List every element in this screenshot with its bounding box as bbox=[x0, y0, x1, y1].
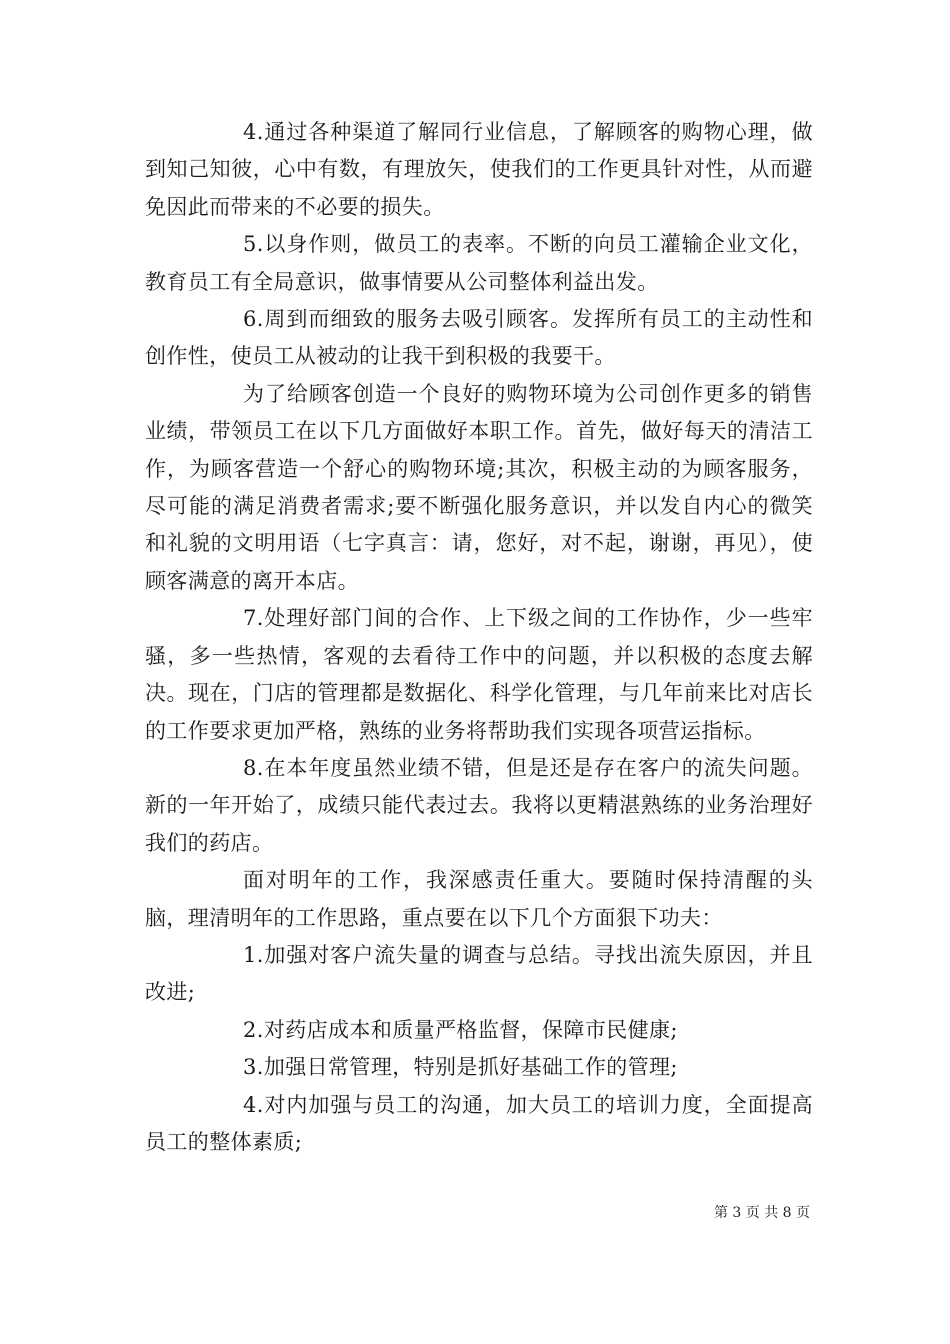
paragraph-plan-item-4: 4.对内加强与员工的沟通，加大员工的培训力度，全面提高员工的整体素质; bbox=[145, 1092, 813, 1154]
paragraph-item-8: 8.在本年度虽然业绩不错，但是还是存在客户的流失问题。新的一年开始了，成绩只能代表过去。我将以更精湛熟练的业务治理好我们的药店。 bbox=[145, 755, 813, 855]
paragraph-plan-item-3: 3.加强日常管理，特别是抓好基础工作的管理; bbox=[243, 1055, 678, 1080]
paragraph-item-6: 6.周到而细致的服务去吸引顾客。发挥所有员工的主动性和创作性，使员工从被动的让我干到积极的我要干。 bbox=[145, 307, 813, 369]
paragraph-plan-item-2: 2.对药店成本和质量严格监督，保障市民健康; bbox=[243, 1017, 678, 1042]
paragraph-item-4: 4.通过各种渠道了解同行业信息，了解顾客的购物心理，做到知己知彼，心中有数，有理放矢，使我们的工作更具针对性，从而避免因此而带来的不必要的损失。 bbox=[145, 120, 813, 219]
paragraph-next-year-plan: 面对明年的工作，我深感责任重大。要随时保持清醒的头脑，理清明年的工作思路，重点要在以下几个方面狠下功夫： bbox=[145, 868, 813, 930]
document-body bbox=[145, 114, 813, 1161]
page-number: 第 3 页 共 8 页 bbox=[713, 1205, 811, 1221]
paragraph-item-5: 5.以身作则，做员工的表率。不断的向员工灌输企业文化，教育员工有全局意识，做事情要从公司整体利益出发。 bbox=[145, 232, 813, 294]
paragraph-store-environment: 为了给顾客创造一个良好的购物环境为公司创作更多的销售业绩，带领员工在以下几方面做好本职工作。首先，做好每天的清洁工作，为顾客营造一个舒心的购物环境;其次，积极主动的为顾客服务，尽可能的满足消费者需求;要不断强化服务意识，并以发自内心的微笑和礼貌的文明用语（七字真言：请，您好，对不起，谢谢，再见），使顾客满意的离开本店。 bbox=[145, 381, 813, 593]
paragraph-item-7: 7.处理好部门间的合作、上下级之间的工作协作，少一些牢骚，多一些热情，客观的去看待工作中的问题，并以积极的态度去解决。现在，门店的管理都是数据化、科学化管理，与几年前来比对店长的工作要求更加严格，熟练的业务将帮助我们实现各项营运指标。 bbox=[145, 606, 813, 743]
paragraph-plan-item-1: 1.加强对客户流失量的调查与总结。寻找出流失原因，并且改进; bbox=[145, 942, 813, 1005]
page-footer bbox=[0, 1203, 950, 1223]
